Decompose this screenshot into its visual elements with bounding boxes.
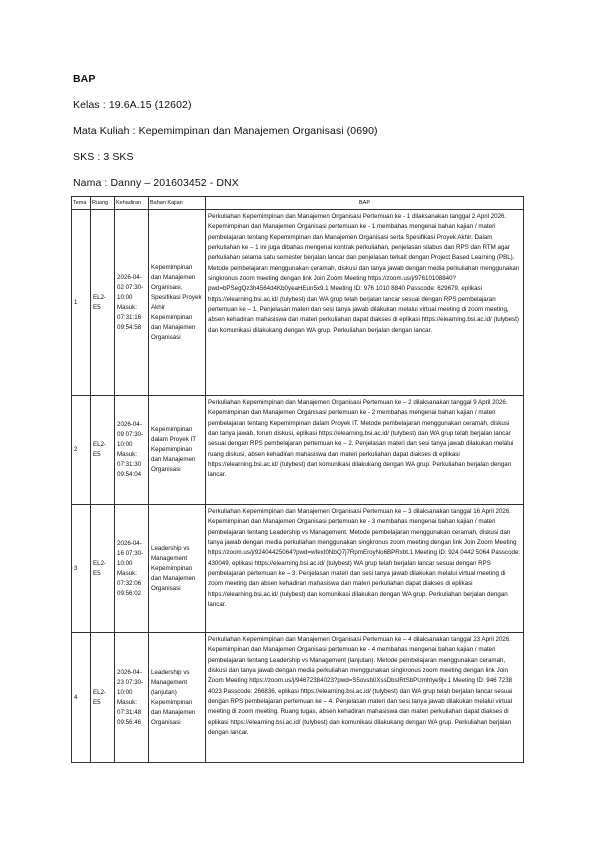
bap-table	[71, 196, 524, 763]
kelas-line: Kelas : 19.6A.15 (12602)	[73, 99, 192, 111]
col-header-kehadiran: Kehadiran	[115, 197, 149, 210]
bahan-kajian-cell: Leadership vs Management (lanjutan) Kepemimpinan dan Manajemen Organisasi	[149, 633, 206, 763]
ruang-cell: EL2-E5	[91, 505, 115, 633]
tema-cell: 3	[72, 505, 91, 633]
kehadiran-cell: 2026-04-02 07:30-10:00 Masuk: 07:31:16 09:54:58	[115, 210, 149, 396]
table-row	[72, 505, 524, 633]
matakuliah-line: Mata Kuliah : Kepemimpinan dan Manajemen Organisasi (0690)	[73, 125, 378, 137]
table-row	[72, 633, 524, 763]
table-row	[72, 210, 524, 396]
bahan-kajian-cell: Kepemimpinan dalam Proyek IT Kepemimpinan dan Manajemen Organisasi	[149, 396, 206, 505]
table-row	[72, 396, 524, 505]
nama-line: Nama : Danny – 201603452 - DNX	[73, 177, 239, 189]
kehadiran-cell: 2026-04-16 07:30-10:00 Masuk: 07:32:06 09:56:02	[115, 505, 149, 633]
bap-cell: Perkuliahan Kepemimpinan dan Manajemen Organisasi Pertemuan ke – 4 dilaksanakan tanggal 23 April 2026. Kepemimpinan dan Manajemen Organisasi pertemuan ke - 4 membahas mengenai bahan kajian / materi pembelajaran tentang Leadership vs Management (lanjutan). Metode pembelajaran menggunakan ceramah, diskusi dan tanya jawab dengan media perkuliahan menggunakan singkronus zoom meeting dengan link Join Zoom Meeting https://zoom.us/j/94672384023?pwd=S5ovsb0XssDbsIRtSbPUmhtye9jv.1 Meeting ID: 946 7238 4023 Passcode: 266836, eplikasi https://elearning.bsi.ac.id/ (tulybest) dan WA grup telah berjalan lancar sesuai dengan RPS pembelajaran pertemuan ke – 4. Penjelasan materi dan sesi tanya jawab dilakukan melalui virtual meeting di zoom meeting. Ruang tugas, absen kehadiran mahasiswa dan materi perkuliahan dapat diakses di eplikasi https://elearning.bsi.ac.id/ (tulybest) dan komunikasi dilakukang dengan WA grup. Perkuliahan berjalan dengan lancar.	[206, 633, 524, 763]
col-header-tema: Tema	[72, 197, 91, 210]
bap-cell: Perkuliahan Kepemimpinan dan Manajemen Organisasi Pertemuan ke - 1 dilaksanakan tanggal 2 April 2026. Kepemimpinan dan Manajemen Organisasi pertemuan ke - 1 membahas mengenai bahan kajian / materi pembelajaran tentang Kepemimpinan dan Manajemen Organisasi serta Spesifikasi Proyek Akhir. Dalam perkuliahan ke – 1 ini juga dibahas mengenai kontrak perkuliahan, penjelasan silabus dan RPS dan RTM agar perkuliahan selama satu semester berjalan lancar dan penjelasan terkait dengan Project Based Learning (PBL). Metode pembelajaran menggunakan ceramah, diskusi dan tanya jawab dengan media perkuliahan menggunakan singkronus zoom meeting dengan link Join Zoom Meeting https://zoom.us/j/97610108840?pwd=bPSegQz3h4564d4Kb0yeaHEun5x9.1 Meeting ID: 976 1010 8840 Passcode: 629679, eplikasi https://elearning.bsi.ac.id/ (tulybest) dan WA grup telah berjalan lancar sesuai dengan RPS pembelajaran pertemuan ke – 1. Penjelasan materi dan sesi tanya jawab dilakukan melalui virtual meeting di zoom meeting, absen kehadiran mahasiswa dan materi perkuliahan dapat diakses di eplikasi https://elearning.bsi.ac.id/ (tulybest) dan komunikasi dilakukang dengan WA grup. Perkuliahan berjalan dengan lancar.	[206, 210, 524, 396]
kehadiran-cell: 2026-04-09 07:30-10:00 Masuk: 07:31:30 09:54:04	[115, 396, 149, 505]
bahan-kajian-cell: Leadership vs Management Kepemimpinan dan Manajemen Organisasi	[149, 505, 206, 633]
sks-line: SKS : 3 SKS	[73, 151, 134, 163]
col-header-ruang: Ruang	[91, 197, 115, 210]
bap-cell: Perkuliahan Kepemimpinan dan Manajemen Organisasi Pertemuan ke – 3 dilaksanakan tanggal 16 April 2026. Kepemimpinan dan Manajemen Organisasi pertemuan ke - 3 membahas mengenai bahan kajian / materi pembelajaran tentang Leadership vs Management. Metode pembelajaran menggunakan ceramah, diskusi dan tanya jawab dengan media perkuliahan menggunakan singkronus zoom meeting dengan link Join Zoom Meeting https://zoom.us/j/92404425064?pwd=wfexI0NbQ7j7RpmEroyNo6BPRxbt.1 Meeting ID: 924 0442 5064 Passcode: 430049, eplikasi https://elearning.bsi.ac.id/ (tulybest) WA grup telah berjalan lancar sesuai dengan RPS pembelajaran pertemuan ke – 3. Penjelasan materi dan sesi tanya jawab dilakukan melalui virtual meeting di zoom meeting dan absen kehadiran mahasiswa dan materi perkuliahan dapat diakses di eplikasi https://elearning.bsi.ac.id/ (tulybest) dan komunikasi dilakukan dengan WA grup. Perkuliahan berjalan dengan lancar.	[206, 505, 524, 633]
tema-cell: 1	[72, 210, 91, 396]
col-header-bahan-kajian: Bahan Kajian	[149, 197, 206, 210]
ruang-cell: EL2-E5	[91, 396, 115, 505]
col-header-bap: BAP	[206, 197, 524, 210]
ruang-cell: EL2-E5	[91, 210, 115, 396]
kehadiran-cell: 2026-04-23 07:30-10:00 Masuk: 07:31:48 09:56:46	[115, 633, 149, 763]
tema-cell: 4	[72, 633, 91, 763]
document-title: BAP	[73, 73, 96, 85]
table-header-row	[72, 197, 524, 210]
ruang-cell: EL2-E5	[91, 633, 115, 763]
tema-cell: 2	[72, 396, 91, 505]
bahan-kajian-cell: Kepemimpinan dan Manajemen Organisasi, Spesifikasi Proyek Akhir Kepemimpinan dan Manajemen Organisasi	[149, 210, 206, 396]
bap-cell: Perkuliahan Kepemimpinan dan Manajemen Organisasi Pertemuan ke – 2 dilaksanakan tanggal 9 April 2026. Kepemimpinan dan Manajemen Organisasi pertemuan ke - 2 membahas mengenai bahan kajian / materi pembelajaran tentang Kepemimpinan dalam Proyek IT. Metode pembelajaran menggunakan ceramah, diskusi dan tanya jawab, forum diskusi, eplikasi https://elearning.bsi.ac.id/ (tulybest) dan WA grup telah berjalan lancar sesuai dengan RPS pembelajaran pertemuan ke – 2. Penjelasan materi dan sesi tanya jawab dilakukan melalui ruang diskusi, absen kehadiran mahasiswa dan materi perkuliahan dapat diakses di eplikasi https://elearning.bsi.ac.id/ (tulybest) dan komunikasi dilakukang dengan WA grup. Perkuliahan berjalan dengan lancar.	[206, 396, 524, 505]
